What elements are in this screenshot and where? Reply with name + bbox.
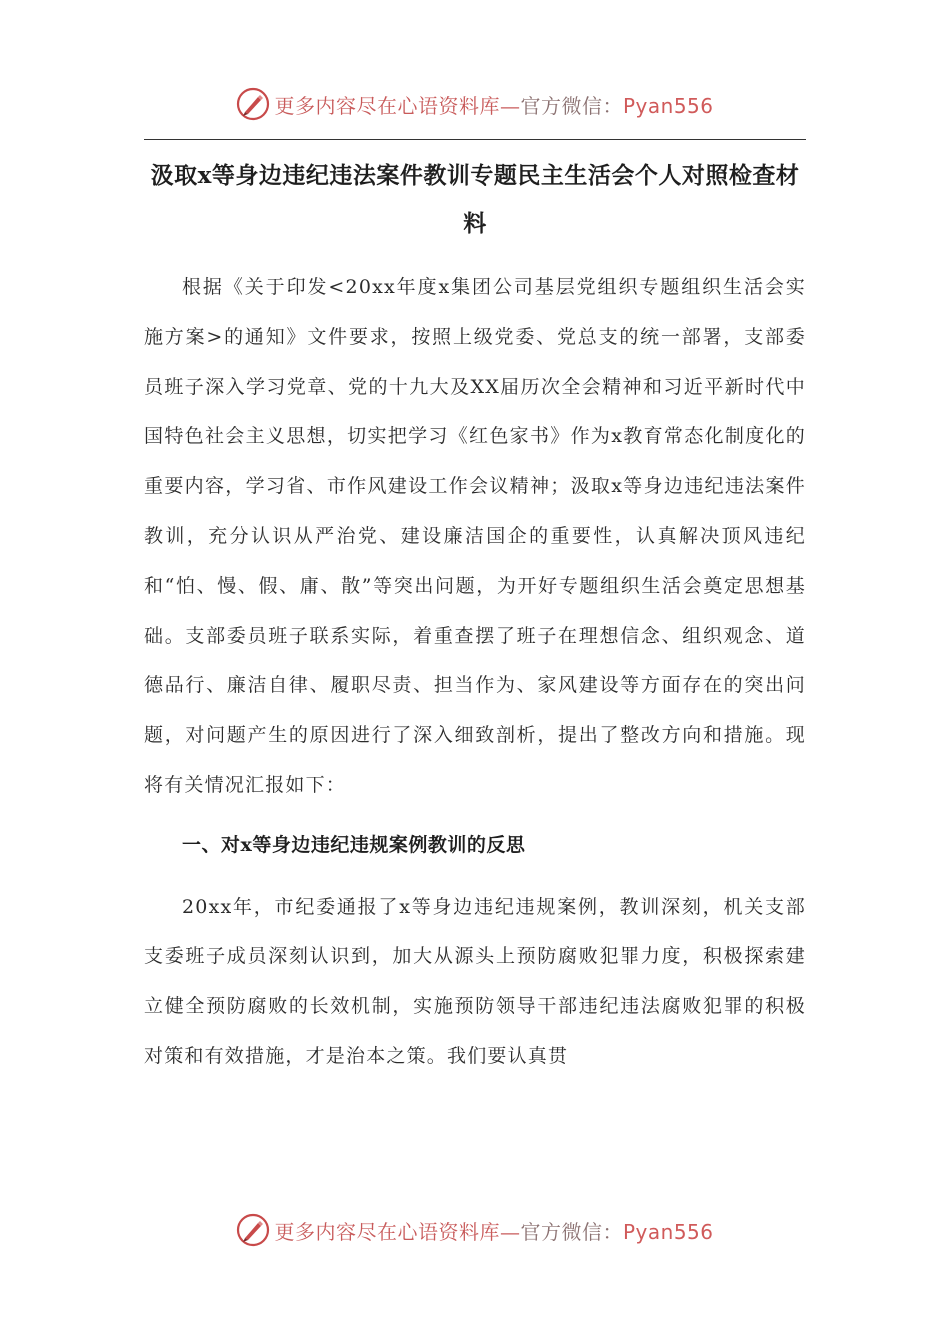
header-watermark-text: 更多内容尽在心语资料库—官方微信：Pyan556 [274,93,714,118]
header-watermark-banner [0,84,950,124]
header-divider [144,139,806,140]
footer-watermark-banner [0,1210,950,1250]
intro-paragraph: 根据《关于印发<20xx年度x集团公司基层党组织专题组织生活会实施方案>的通知》文件要求，按照上级党委、党总支的统一部署，支部委员班子深入学习党章、党的十九大及XX届历次全会精神和习近平新时代中国特色社会主义思想，切实把学习《红色家书》作为x教育常态化制度化的重要内容，学习省、市作风建设工作会议精神；汲取x等身边违纪违法案件教训，充分认识从严治党、建设廉洁国企的重要性，认真解决顶风违纪和“怕、慢、假、庸、散”等突出问题，为开好专题组织生活会奠定思想基础。支部委员班子联系实际，着重查摆了班子在理想信念、组织观念、道德品行、廉洁自律、履职尽责、担当作为、家风建设等方面存在的突出问题，对问题产生的原因进行了深入细致剖析，提出了整改方向和措施。现将有关情况汇报如下： [144,276,806,796]
document-body [144,148,806,1082]
pen-logo-icon [236,87,270,121]
document-title: 汲取x等身边违纪违法案件教训专题民主生活会个人对照检查材料 [150,162,800,237]
section-heading-1: 一、对x等身边违纪违规案例教训的反思 [182,833,526,856]
section-1-paragraph: 20xx年，市纪委通报了x等身边违纪违规案例，教训深刻，机关支部支委班子成员深刻认识到，加大从源头上预防腐败犯罪力度，积极探索建立健全预防腐败的长效机制，实施预防领导干部违纪违法腐败犯罪的积极对策和有效措施，才是治本之策。我们要认真贯 [144,895,806,1067]
pen-logo-icon [236,1213,270,1247]
footer-watermark-text: 更多内容尽在心语资料库—官方微信：Pyan556 [274,1219,714,1244]
